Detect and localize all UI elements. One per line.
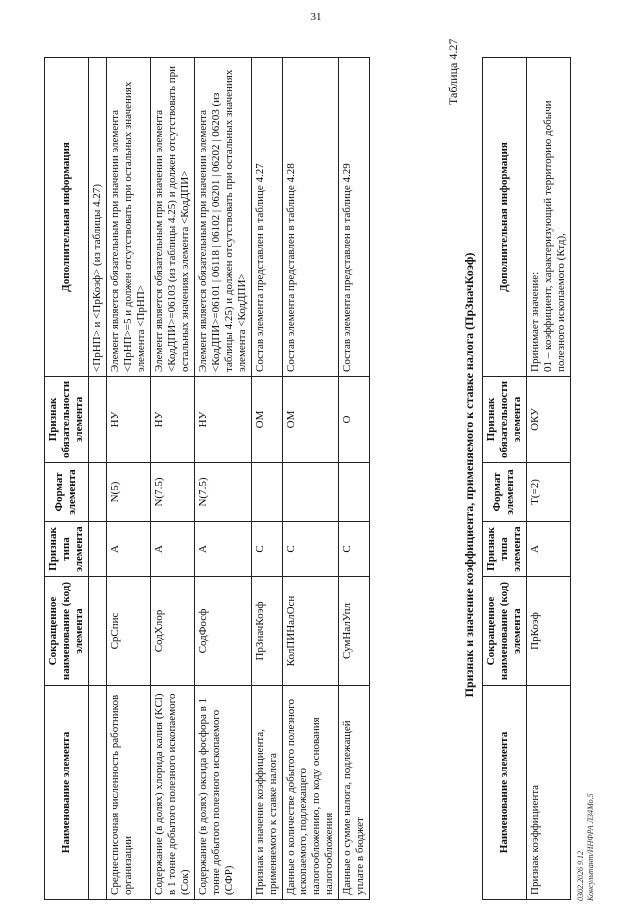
cell-required: НУ: [194, 376, 251, 462]
cell-name: Содержание (в долях) оксида фосфора в 1 тонне добытого полезного ископаемого (СФР): [194, 686, 251, 900]
cell-required: НУ: [106, 376, 150, 462]
cell-name: Признак и значение коэффициента, применяемого к ставке налога: [251, 686, 282, 900]
table-header-row: [483, 58, 527, 900]
cell-code: СрСпис: [106, 577, 150, 686]
footer-date: 0302.2026 9.12: [576, 851, 585, 901]
cell-code: ПрКоэф: [526, 577, 570, 686]
cell-code: КолПИНалОсн: [282, 577, 339, 686]
cell-info: Состав элемента представлен в таблице 4.28: [282, 58, 339, 377]
table-row: [339, 58, 370, 900]
cell-code: [88, 577, 106, 686]
table-row: [251, 58, 282, 900]
cell-required: О: [339, 376, 370, 462]
cell-format: [88, 463, 106, 522]
footer: [576, 793, 596, 901]
column-header: Формат элемента: [45, 463, 89, 522]
cell-required: ОМ: [282, 376, 339, 462]
cell-code: СодХлор: [150, 577, 194, 686]
cell-format: [282, 463, 339, 522]
cell-name: Данные о количестве добытого полезного ископаемого, подлежащего налогообложению, по коду основания налогообложения: [282, 686, 339, 900]
column-header: Признак типа элемента: [45, 522, 89, 577]
cell-required: [88, 376, 106, 462]
table-row: [106, 58, 150, 900]
cell-info: Элемент является обязательным при значении элемента <КодДПИ>=06103 (из таблицы 4.25) и должен отсутствовать при остальных значениях элемента <КодДПИ>: [150, 58, 194, 377]
table-label: Таблица 4.27: [446, 38, 460, 105]
cell-type: [88, 522, 106, 577]
cell-format: [251, 463, 282, 522]
cell-required: ОКУ: [526, 376, 570, 462]
column-header: Дополнительная информация: [483, 58, 527, 377]
cell-type: А: [106, 522, 150, 577]
column-header: Признак типа элемента: [483, 522, 527, 577]
cell-name: Среднесписочная численность работников организации: [106, 686, 150, 900]
cell-type: А: [526, 522, 570, 577]
column-header: Наименование элемента: [45, 686, 89, 900]
cell-info: Элемент является обязательным при значении элемента <КодДПИ>=06101 | 06118 | 06102 | 06201 | 06202 | 06203 (из таблицы 4.25) и должен отсутствовать при остальных значениях элемента <КодДПИ>: [194, 58, 251, 377]
cell-format: N(7.5): [150, 463, 194, 522]
cell-type: С: [251, 522, 282, 577]
cell-format: [339, 463, 370, 522]
cell-type: С: [282, 522, 339, 577]
cell-info: Принимает значение: 01 – коэффициент, характеризующий территорию добычи полезного ископаемого (Ктд),: [526, 58, 570, 377]
cell-info: Состав элемента представлен в таблице 4.27: [251, 58, 282, 377]
cell-code: СумНалУпл: [339, 577, 370, 686]
section-title: Признак и значение коэффициента, применяемого к ставке налога (ПрЗначКоэф): [462, 252, 476, 698]
cell-type: А: [194, 522, 251, 577]
cell-code: СодФосф: [194, 577, 251, 686]
table-row: [526, 58, 570, 900]
cell-info: <ПрНП> и <ПрКоэф> (из таблицы 4.27): [88, 58, 106, 377]
column-header: Сокращенное наименование (код) элемента: [45, 577, 89, 686]
column-header: Признак обязательности элемента: [483, 376, 527, 462]
footer-source: Консультант/ИНФРА ЛЗ4Мо.5: [586, 793, 595, 901]
cell-type: А: [150, 522, 194, 577]
table-row: [282, 58, 339, 900]
cell-code: ПрЗначКоэф: [251, 577, 282, 686]
main-table: [44, 57, 370, 900]
column-header: Формат элемента: [483, 463, 527, 522]
cell-format: N(5): [106, 463, 150, 522]
page-number: 31: [310, 11, 322, 23]
cell-format: Т(=2): [526, 463, 570, 522]
cell-type: С: [339, 522, 370, 577]
cell-name: Содержание (в долях) хлорида калия (KCl) в 1 тонне добытого полезного ископаемого (Сок): [150, 686, 194, 900]
cell-required: НУ: [150, 376, 194, 462]
table-row: [194, 58, 251, 900]
cell-format: N(7.5): [194, 463, 251, 522]
cell-info: Состав элемента представлен в таблице 4.29: [339, 58, 370, 377]
cell-info: Элемент является обязательным при значении элемента <ПрНП>=5 и должен отсутствовать при остальных значениях элемента <ПрНП>: [106, 58, 150, 377]
cell-name: Признак коэффициента: [526, 686, 570, 900]
column-header: Дополнительная информация: [45, 58, 89, 377]
column-header: Наименование элемента: [483, 686, 527, 900]
column-header: Сокращенное наименование (код) элемента: [483, 577, 527, 686]
cell-name: [88, 686, 106, 900]
table-row: [150, 58, 194, 900]
cell-name: Данные о сумме налога, подлежащей уплате в бюджет: [339, 686, 370, 900]
table-header-row: [45, 58, 89, 900]
second-table: [482, 57, 571, 900]
cell-required: ОМ: [251, 376, 282, 462]
column-header: Признак обязательности элемента: [45, 376, 89, 462]
table-row: [88, 58, 106, 900]
